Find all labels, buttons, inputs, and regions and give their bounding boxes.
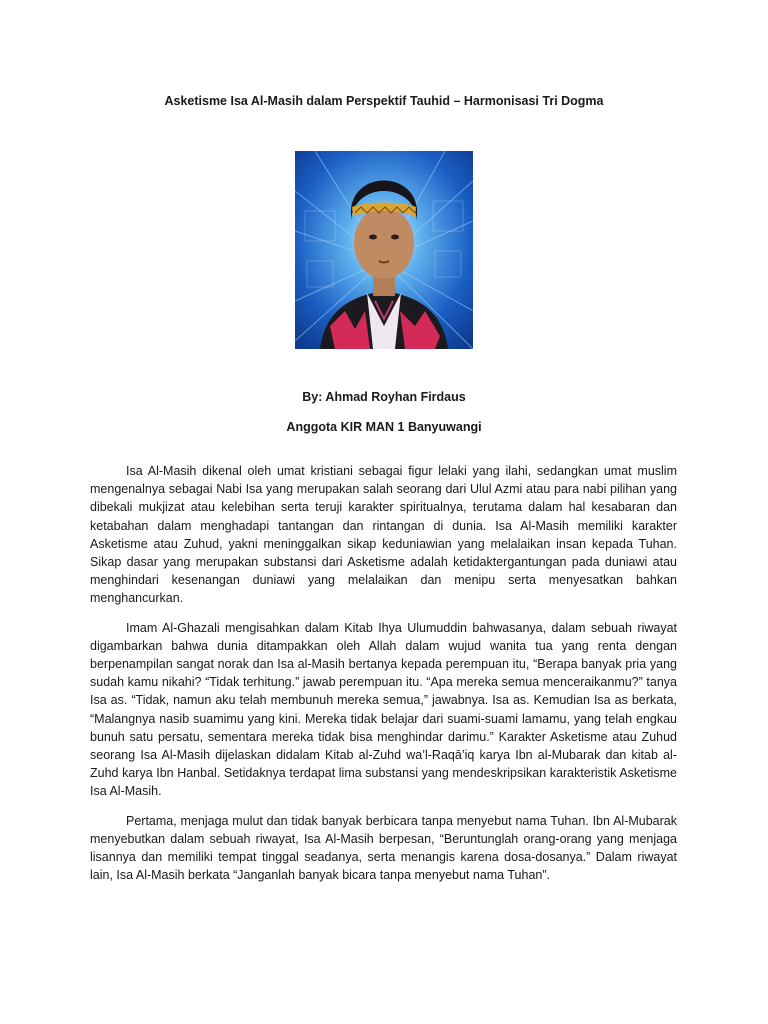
author-affiliation: Anggota KIR MAN 1 Banyuwangi [286, 420, 482, 434]
paragraph: Imam Al-Ghazali mengisahkan dalam Kitab Ihya Ulumuddin bahwasanya, dalam sebuah riwayat digambarkan bahwa dunia ditampakkan oleh Allah dalam wujud wanita tua yang renta dengan berpenampilan sangat norak dan Isa al-Masih bertanya kepada perempuan itu, “Berapa banyak pria yang sudah kamu nikahi? “Tidak terhitung.” jawab perempuan itu. “Apa mereka semua menceraikanmu?” tanya Isa as. “Tidak, namun aku telah membunuh mereka semua,” jawabnya. Isa as. Kemudian Isa as berkata, “Malangnya nasib suamimu yang kini. Mereka tidak belajar dari suami-suami lamamu, yang telah engkau bunuh satu persatu, sementara mereka tidak bisa menghindar darimu.” Karakter Asketisme atau Zuhud seorang Isa Al-Masih dijelaskan didalam Kitab al-Zuhd wa’l-Raqā’iq karya Ibn al-Mubarak dan kitab al-Zuhd karya Ibn Hanbal. Setidaknya terdapat lima substansi yang mendeskripsikan karakteristik Asketisme Isa Al-Masih. [90, 620, 677, 799]
portrait-icon [295, 151, 473, 349]
paragraph: Isa Al-Masih dikenal oleh umat kristiani sebagai figur lelaki yang ilahi, sedangkan umat muslim mengenalnya sebagai Nabi Isa yang merupakan salah seorang dari Ulul Azmi atau para nabi pilihan yang dibekali mukjizat atau kelebihan serta teruji karakter spiritualnya, terutama dalam hal kesabaran dan ketabahan dalam menghadapi tantangan dan rintangan di dunia. Isa Al-Masih memiliki karakter Asketisme atau Zuhud, yakni meninggalkan sikap keduniawian yang melalaikan insan kepada Tuhan. Sikap dasar yang merupakan substansi dari Asketisme adalah ketidaktergantungan pada duniawi atau menghindari kesenangan duniawi yang melalaikan dan menipu serta menyesatkan bahkan menghancurkan. [90, 464, 677, 606]
document-body [90, 462, 677, 895]
author-photo [295, 151, 473, 349]
author-byline: By: Ahmad Royhan Firdaus [302, 390, 466, 404]
document-title: Asketisme Isa Al-Masih dalam Perspektif Tauhid – Harmonisasi Tri Dogma [164, 94, 604, 108]
paragraph: Pertama, menjaga mulut dan tidak banyak berbicara tanpa menyebut nama Tuhan. Ibn Al-Mubarak menyebutkan dalam sebuah riwayat, Isa Al-Masih berpesan, “Beruntunglah orang-orang yang menjaga lisannya dan memiliki tempat tinggal seadanya, serta menangis karena dosa-dosanya.” Dalam riwayat lain, Isa Al-Masih berkata “Janganlah banyak bicara tanpa menyebut nama Tuhan”. [90, 813, 677, 883]
